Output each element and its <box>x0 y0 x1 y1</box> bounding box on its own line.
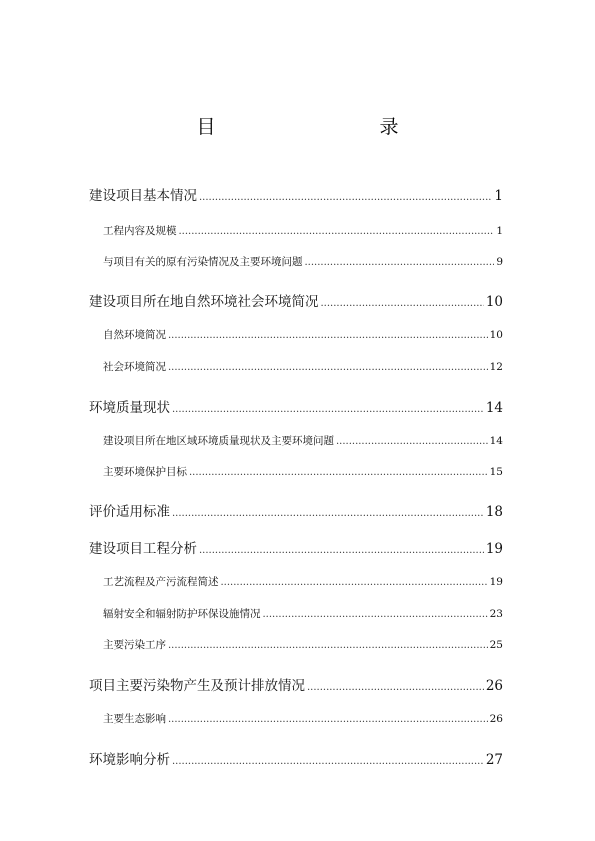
toc-entry-page: 12 <box>489 361 503 373</box>
toc-entry-level1 <box>89 748 503 768</box>
dot-leader <box>168 640 488 651</box>
toc-entry-level1 <box>89 184 503 204</box>
toc-entry-page: 1 <box>496 225 503 237</box>
dot-leader <box>168 330 488 341</box>
toc-entry-page: 10 <box>489 329 503 341</box>
toc-entry-label: 主要污染工序 <box>103 639 166 651</box>
toc-entry-page: 1 <box>494 188 503 204</box>
dot-leader <box>199 192 492 203</box>
toc-entry-level2 <box>103 254 503 269</box>
toc-entry-page: 18 <box>485 504 503 520</box>
toc-entry-page: 26 <box>485 678 503 694</box>
toc-entry-label: 评价适用标准 <box>89 504 170 520</box>
toc-entry-label: 主要生态影响 <box>103 713 166 725</box>
toc-entry-page: 25 <box>489 639 503 651</box>
toc-entry-level1 <box>89 537 503 557</box>
toc-entry-label: 建设项目基本情况 <box>89 188 197 204</box>
toc-entry-level2 <box>103 606 503 621</box>
toc-entry-page: 14 <box>489 435 503 447</box>
toc-entry-page: 9 <box>496 256 503 268</box>
toc-entry-label: 与项目有关的原有污染情况及主要环境问题 <box>103 256 303 268</box>
dot-leader <box>305 257 495 268</box>
toc-entry-label: 建设项目所在地区域环境质量现状及主要环境问题 <box>103 435 334 447</box>
toc-entry-label: 环境影响分析 <box>89 752 170 768</box>
toc-entry-label: 主要环境保护目标 <box>103 466 187 478</box>
toc-entry-level1 <box>89 396 503 416</box>
toc-entry-level2 <box>103 711 503 726</box>
toc-entry-label: 社会环境简况 <box>103 361 166 373</box>
dot-leader <box>189 467 488 478</box>
toc-entry-level2 <box>103 433 503 448</box>
dot-leader <box>199 545 484 556</box>
toc-entry-page: 14 <box>485 400 503 416</box>
toc-entry-label: 建设项目工程分析 <box>89 541 197 557</box>
toc-entry-page: 27 <box>485 752 503 768</box>
toc-entry-level1 <box>89 674 503 694</box>
toc-entry-level2 <box>103 637 503 652</box>
toc-entry-label: 自然环境简况 <box>103 329 166 341</box>
toc-entry-label: 建设项目所在地自然环境社会环境简况 <box>89 294 319 310</box>
toc-entry-page: 10 <box>485 294 503 310</box>
toc-entry-page: 23 <box>489 608 503 620</box>
dot-leader <box>168 362 488 373</box>
dot-leader <box>221 577 488 588</box>
toc-entry-level2 <box>103 574 503 589</box>
toc-entry-label: 工程内容及规模 <box>103 225 177 237</box>
toc-entry-page: 15 <box>489 466 503 478</box>
toc-entry-page: 26 <box>489 713 503 725</box>
dot-leader <box>321 298 484 309</box>
toc-entry-label: 工艺流程及产污流程简述 <box>103 576 219 588</box>
dot-leader <box>336 436 488 447</box>
dot-leader <box>172 508 484 519</box>
toc-entry-page: 19 <box>489 576 503 588</box>
toc-entry-level2 <box>103 223 503 238</box>
dot-leader <box>168 714 488 725</box>
dot-leader <box>172 404 484 415</box>
dot-leader <box>172 756 484 767</box>
page-title: 目 录 <box>196 116 441 138</box>
toc-entry-label: 环境质量现状 <box>89 400 170 416</box>
toc-entry-level1 <box>89 290 503 310</box>
dot-leader <box>263 609 488 620</box>
toc-entry-level2 <box>103 327 503 342</box>
toc-entry-level1 <box>89 500 503 520</box>
toc-entry-label: 辐射安全和辐射防护环保设施情况 <box>103 608 261 620</box>
dot-leader <box>179 226 495 237</box>
toc-entry-label: 项目主要污染物产生及预计排放情况 <box>89 678 305 694</box>
toc-entry-page: 19 <box>485 541 503 557</box>
toc-entry-level2 <box>103 359 503 374</box>
dot-leader <box>307 682 484 693</box>
toc-entry-level2 <box>103 464 503 479</box>
